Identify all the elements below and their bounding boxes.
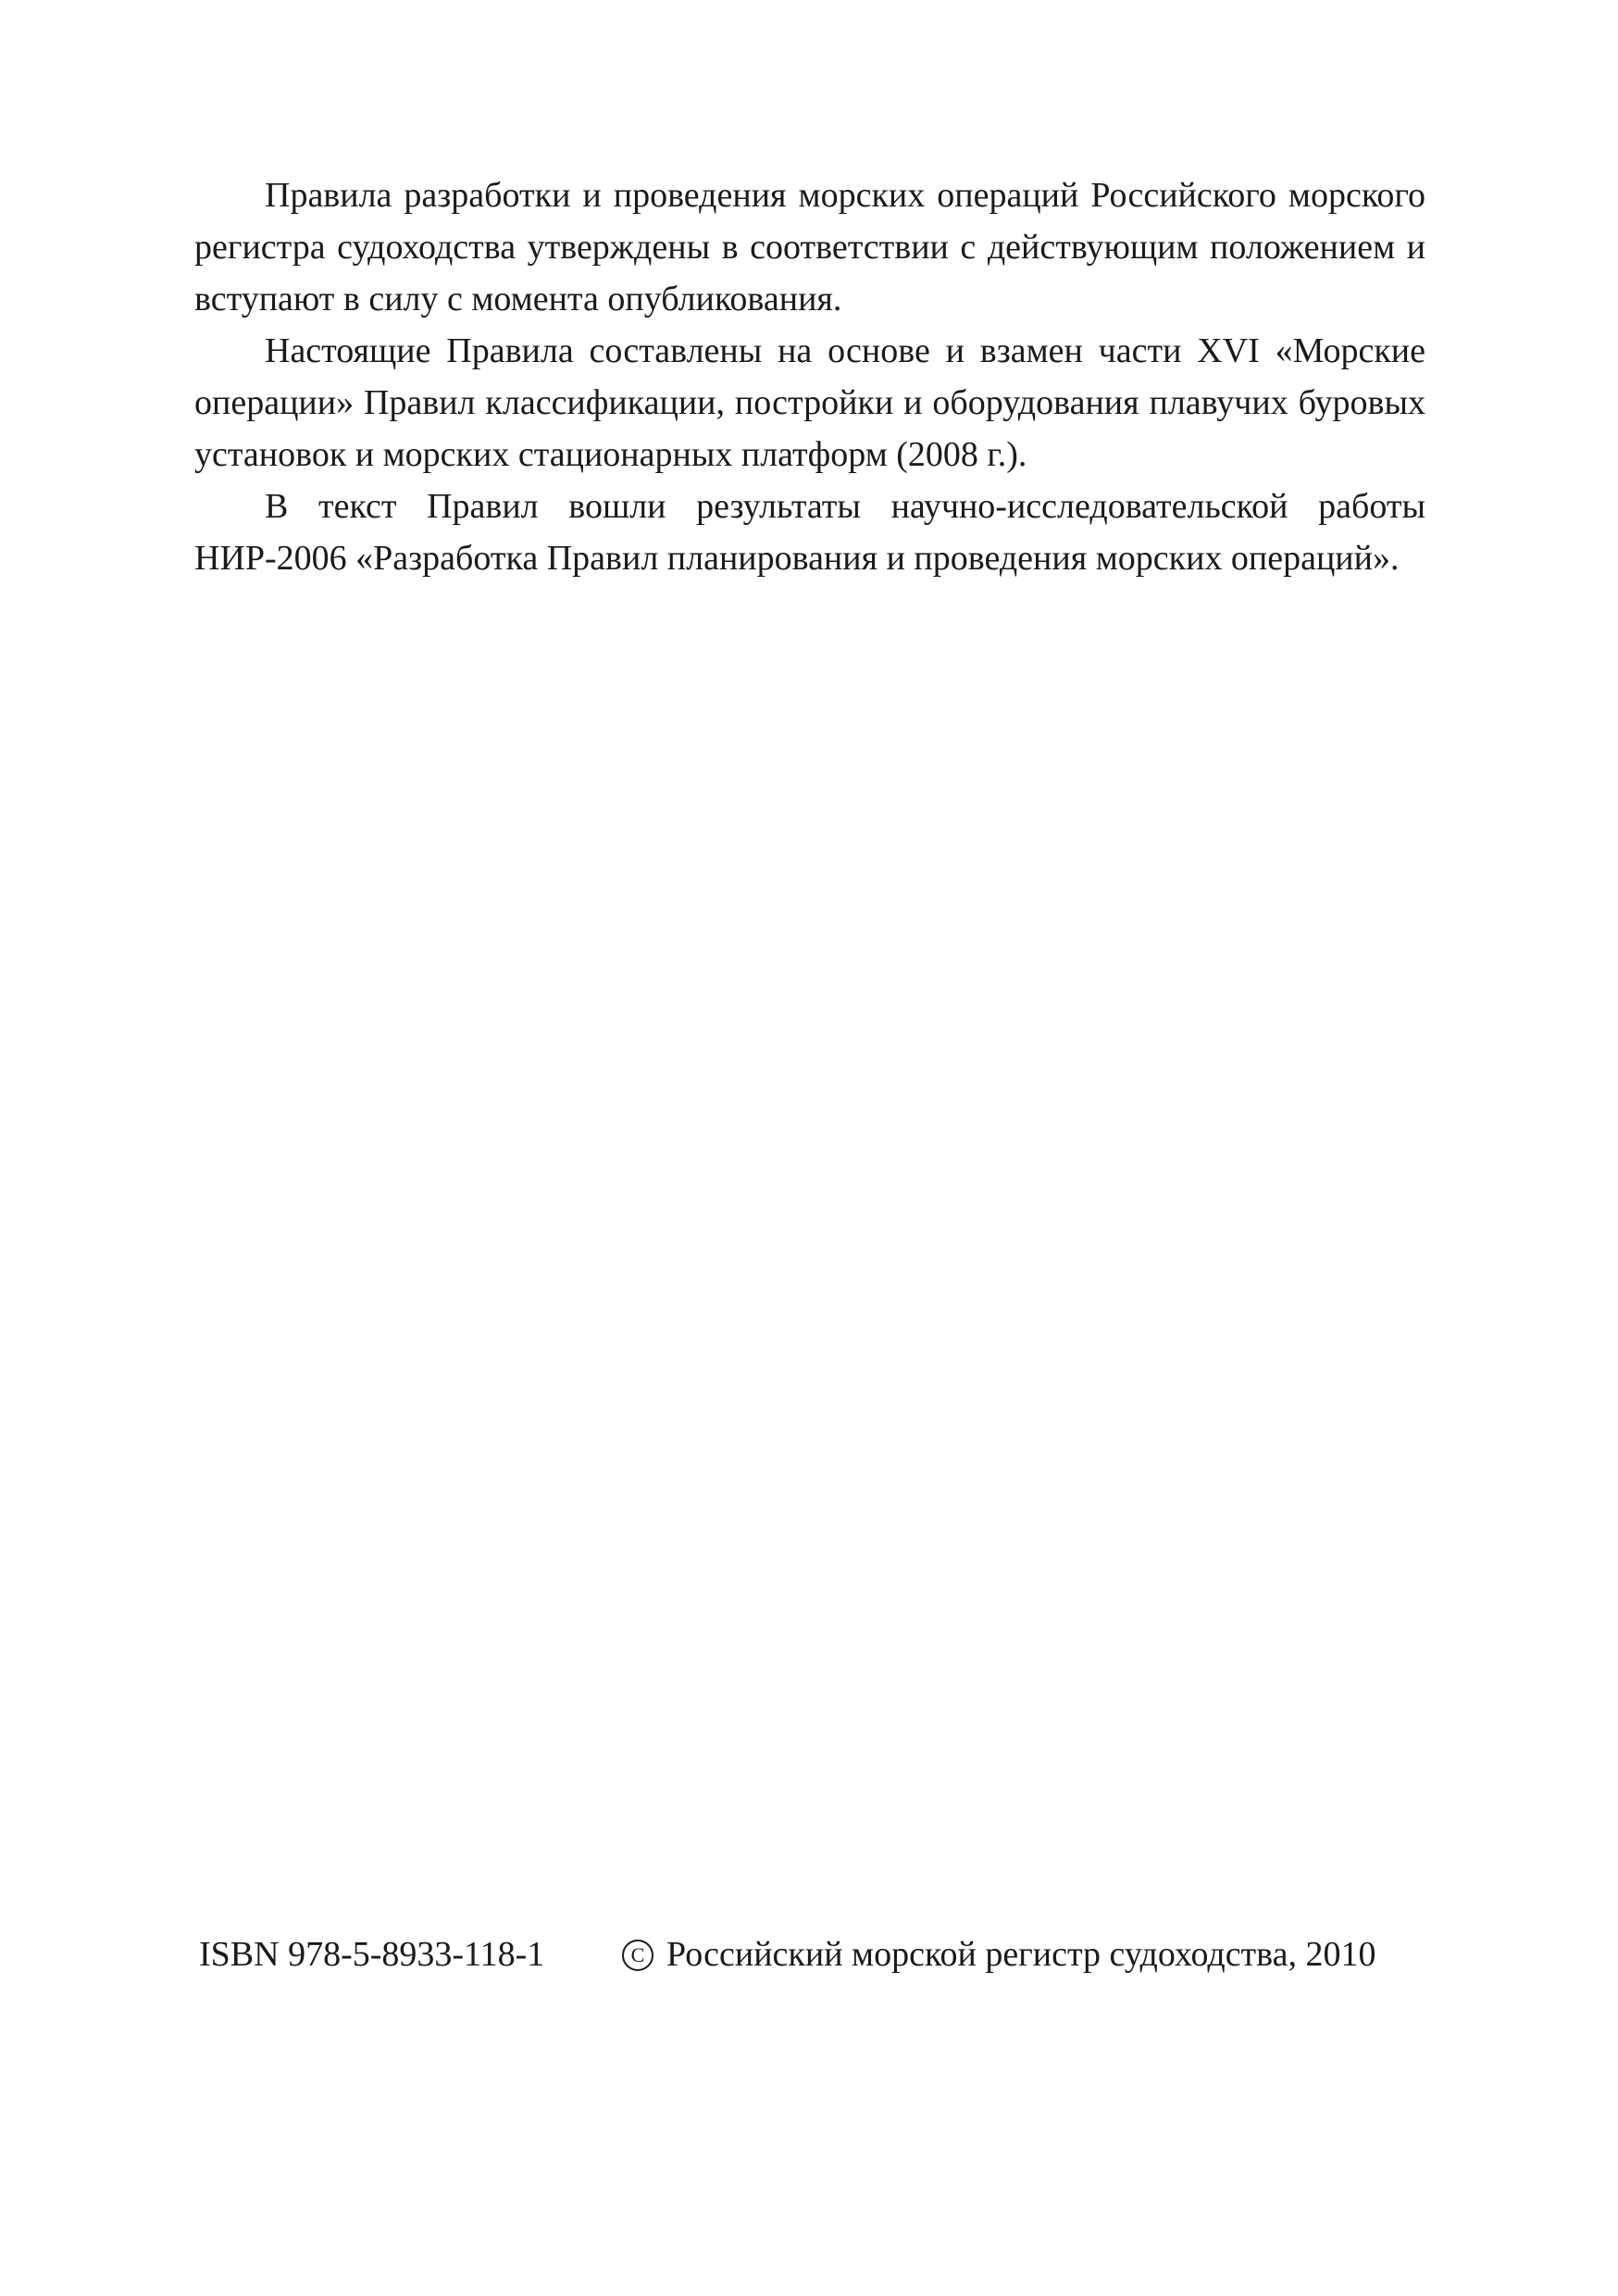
isbn-number: ISBN 978-5-8933-118-1 [199, 1935, 545, 1974]
paragraph-research: В текст Правил вошли результаты научно-исследовательской работы НИР-2006 «Разработка Правил планирования и проведения морских операций». [194, 487, 1425, 578]
paragraph-approval: Правила разработки и проведения морских операций Российского морского регистра судоходства утверждены в соответствии с действующим положением и вступают в силу с момента опубликования. [194, 176, 1425, 318]
body-text [194, 169, 1425, 584]
copyright-text: Российский морской регистр судоходства, 2010 [666, 1935, 1376, 1974]
copyright-notice [622, 1928, 1375, 1980]
imprint-line [199, 1928, 1421, 1984]
copyright-icon [622, 1940, 653, 1971]
paragraph-basis: Настоящие Правила составлены на основе и взамен части XVI «Морские операции» Правил классификации, постройки и оборудования плавучих буровых установок и морских стационарных платформ (2008 г.). [194, 331, 1425, 474]
